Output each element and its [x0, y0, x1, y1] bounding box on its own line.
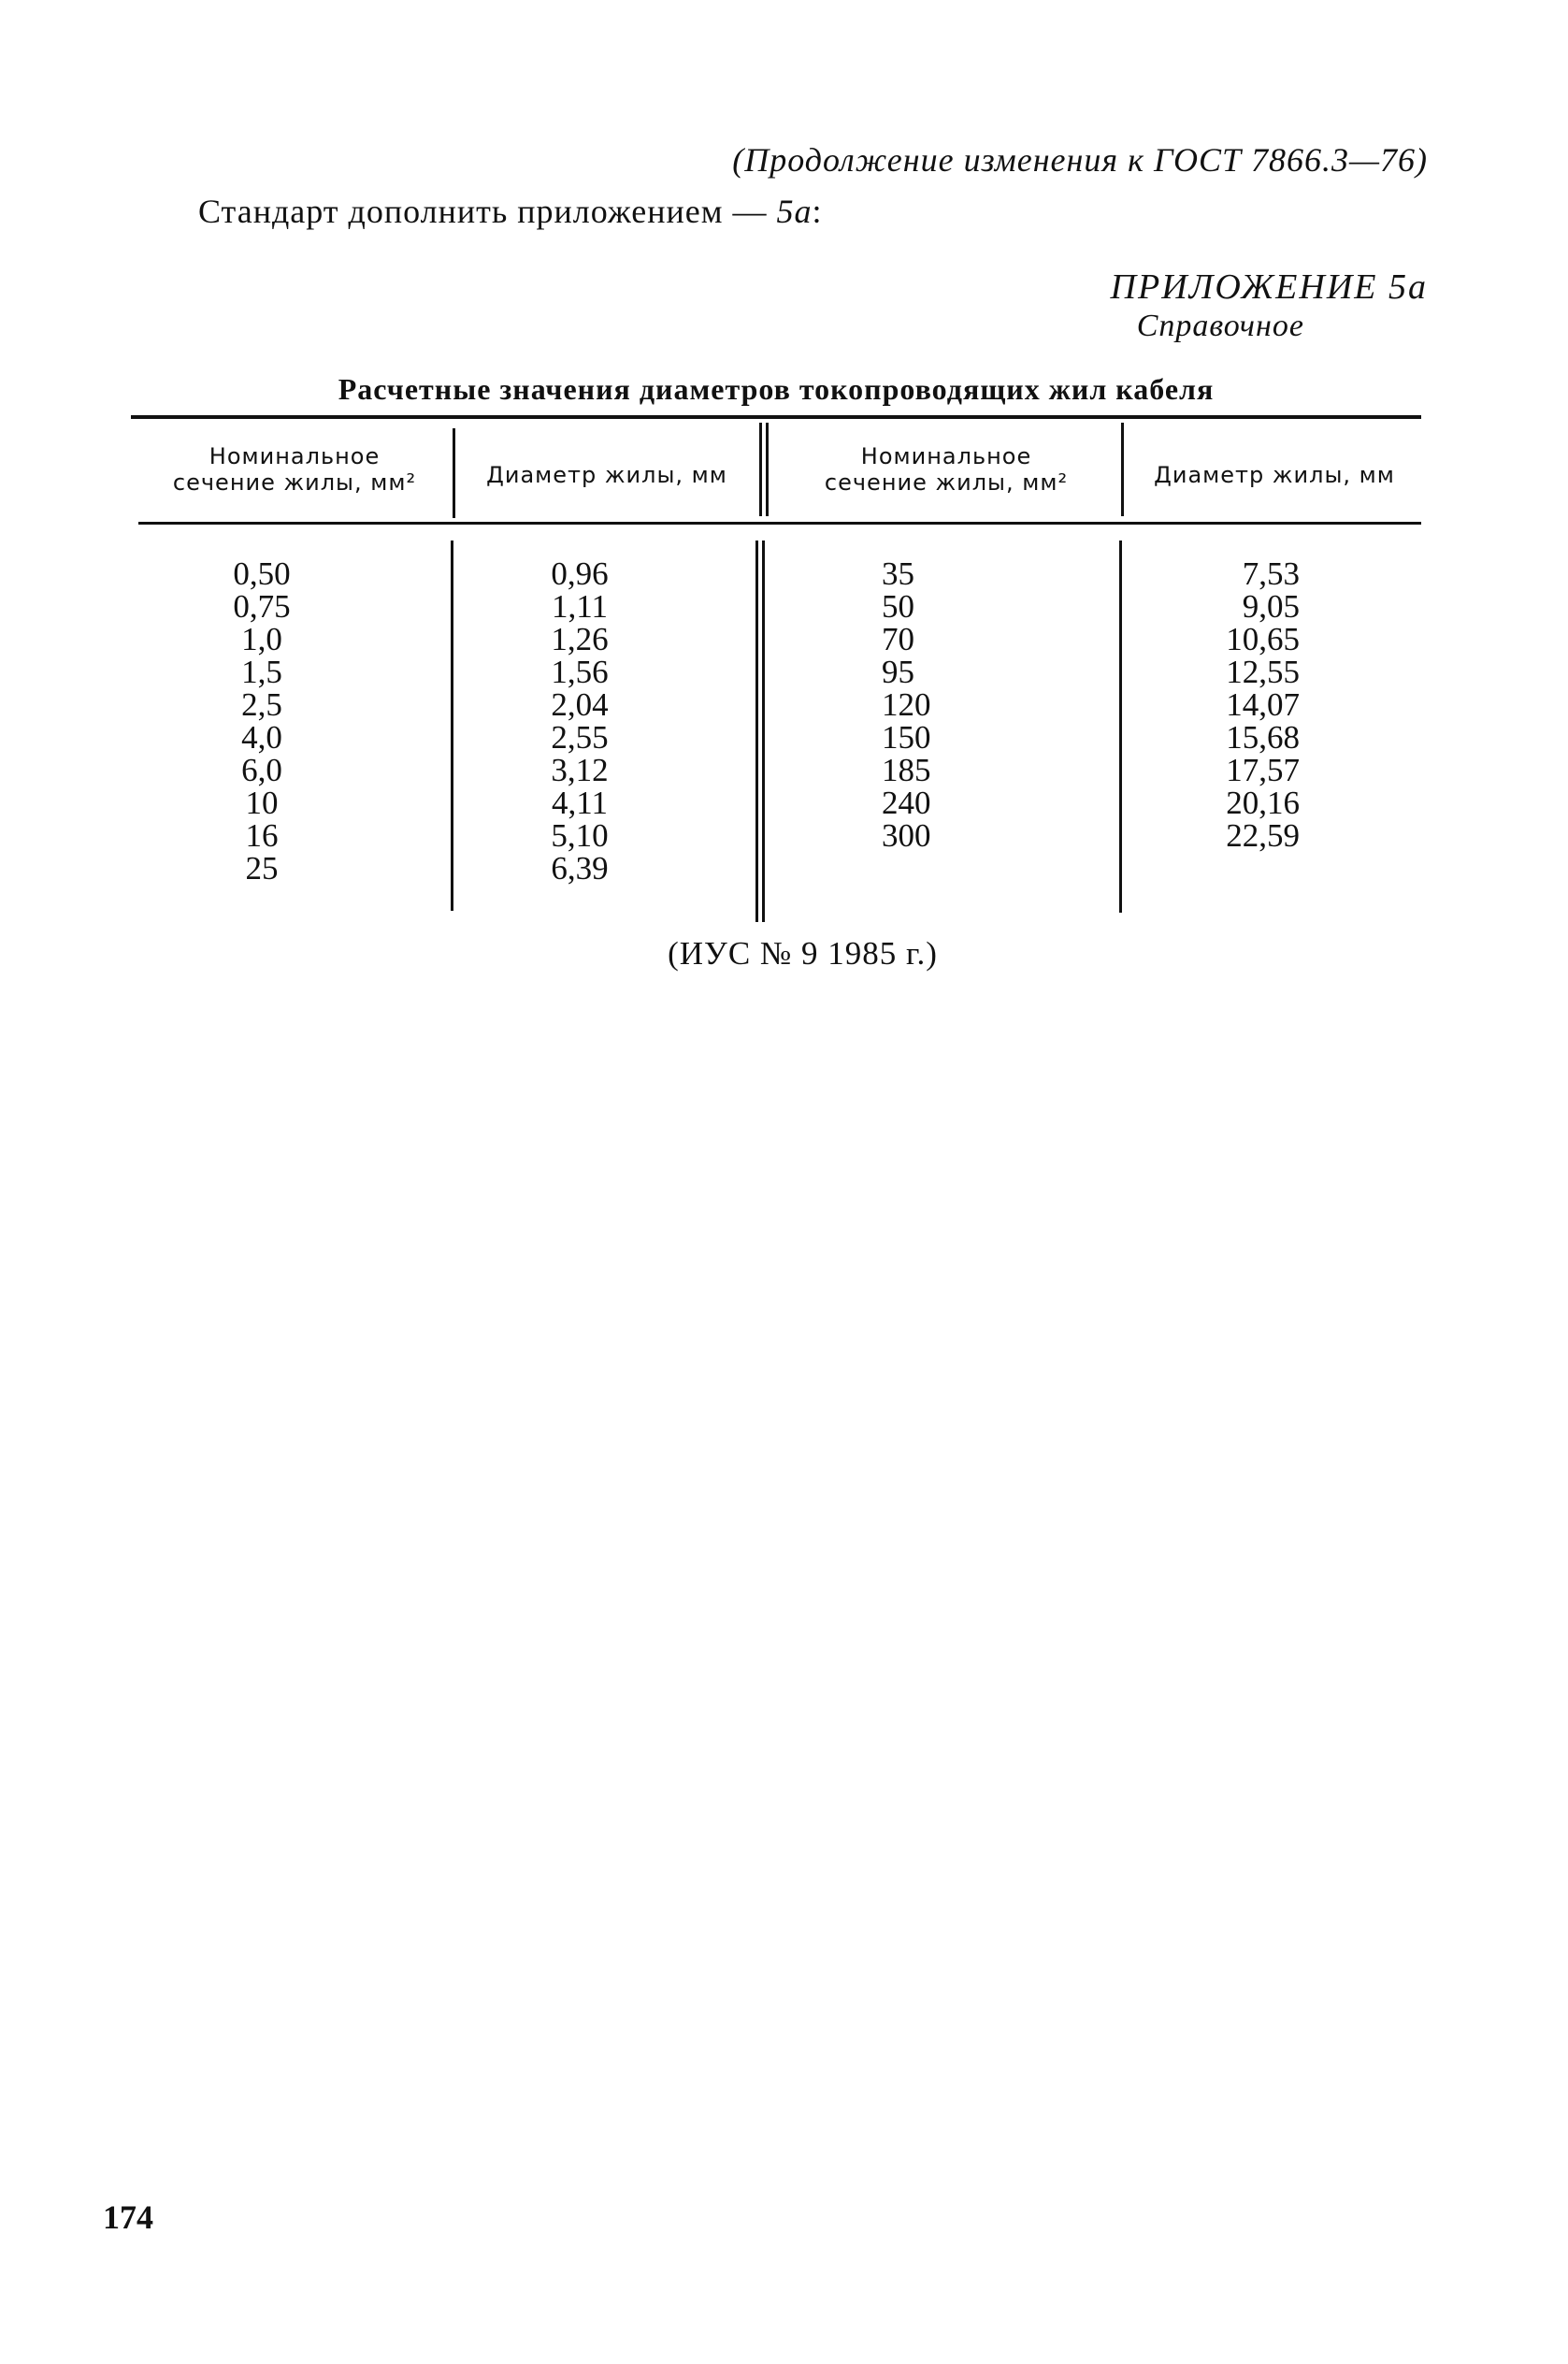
table-cell: 4,0 [241, 719, 282, 756]
header-diameter-2 [1128, 462, 1421, 488]
table-title: Расчетные значения диаметров токопроводящих жил кабеля [338, 372, 1215, 406]
table-cell: 16 [245, 817, 279, 854]
double-divider-left [759, 423, 762, 516]
table-cell: 1,26 [551, 621, 609, 657]
table-cell: 1,11 [552, 588, 608, 625]
double-divider-right-body [762, 541, 765, 922]
table-cell: 50 [882, 588, 914, 625]
table-cell: 10 [245, 785, 279, 821]
table-cell: 15,68 [1226, 719, 1300, 756]
table-cell: 95 [882, 654, 914, 690]
page-number: 174 [103, 2198, 153, 2236]
table-cell: 0,50 [233, 555, 291, 592]
source-reference-text: (ИУС № 9 1985 г.) [668, 935, 938, 972]
table-cell: 2,5 [241, 686, 282, 723]
table-cell: 20,16 [1226, 785, 1300, 821]
header-section-2-line-2: сечение жилы, мм² [824, 469, 1069, 496]
intro-tail: : [812, 193, 823, 230]
table-cell: 10,65 [1226, 621, 1300, 657]
double-divider-left-body [755, 541, 758, 922]
table-cell: 0,75 [233, 588, 291, 625]
table-cell: 4,11 [552, 785, 608, 821]
intro-appendix-number: 5а [776, 193, 813, 230]
table-cell: 35 [882, 555, 914, 592]
table-cell: 17,57 [1226, 752, 1300, 788]
double-divider-right [766, 423, 769, 516]
source-reference [0, 935, 1568, 973]
header-diameter-1-text: Диаметр жилы, мм [486, 462, 727, 488]
table-cell: 1,0 [241, 621, 282, 657]
table-cell: 300 [882, 817, 931, 854]
column-divider-3-body [1119, 541, 1122, 913]
header-section-2 [776, 443, 1116, 496]
appendix-label: ПРИЛОЖЕНИЕ 5а [1110, 267, 1428, 307]
column-divider-3 [1121, 423, 1124, 516]
intro-text: Стандарт дополнить приложением — [198, 193, 777, 230]
table-cell: 185 [882, 752, 931, 788]
table-cell: 70 [882, 621, 914, 657]
header-section-1-line-2: сечение жилы, мм² [172, 469, 417, 496]
table-cell: 25 [245, 850, 279, 886]
table-cell: 1,5 [241, 654, 282, 690]
header-section-1 [150, 443, 439, 496]
column-divider-1 [453, 428, 455, 518]
continuation-note: (Продолжение изменения к ГОСТ 7866.3—76) [732, 141, 1428, 179]
table-cell: 3,12 [551, 752, 609, 788]
table-top-rule [131, 415, 1421, 419]
column-divider-1-body [451, 541, 453, 911]
table-cell: 5,10 [551, 817, 609, 854]
table-cell: 240 [882, 785, 931, 821]
column-left-sections [187, 557, 337, 885]
header-section-2-line-1: Номинальное [860, 443, 1032, 469]
table-cell: 22,59 [1226, 817, 1300, 854]
header-section-1-line-1: Номинальное [209, 443, 381, 469]
column-left-diameters [505, 557, 655, 885]
appendix-type: Справочное [1136, 309, 1304, 343]
table-cell: 6,0 [241, 752, 282, 788]
table-cell: 2,04 [551, 686, 609, 723]
intro-paragraph [198, 192, 823, 231]
table-cell: 9,05 [1242, 588, 1300, 625]
header-diameter-2-text: Диаметр жилы, мм [1154, 462, 1395, 488]
table-cell: 12,55 [1226, 654, 1300, 690]
table-cell: 0,96 [551, 555, 609, 592]
column-right-diameters [1159, 557, 1300, 852]
table-cell: 7,53 [1242, 555, 1300, 592]
table-cell: 1,56 [551, 654, 609, 690]
column-right-sections [882, 557, 1031, 852]
header-diameter-1 [458, 462, 755, 488]
table-cell: 150 [882, 719, 931, 756]
table-header-rule [138, 522, 1421, 525]
table-cell: 6,39 [551, 850, 609, 886]
table-cell: 14,07 [1226, 686, 1300, 723]
table-cell: 120 [882, 686, 931, 723]
table-cell: 2,55 [551, 719, 609, 756]
